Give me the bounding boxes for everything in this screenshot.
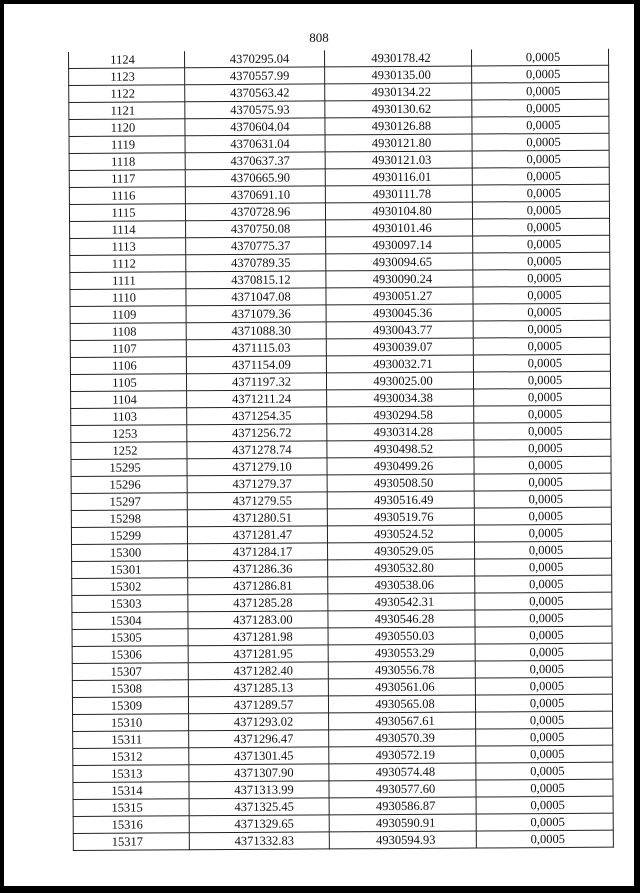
- point-id-cell: 1119: [69, 136, 185, 154]
- point-id-cell: 15302: [72, 578, 188, 596]
- y-coordinate-cell: 4930294.58: [327, 406, 474, 424]
- value-cell: 0,0005: [472, 133, 609, 151]
- value-cell: 0,0005: [475, 643, 612, 661]
- coordinates-table-body: [68, 49, 613, 851]
- point-id-cell: 15300: [72, 544, 188, 562]
- y-coordinate-cell: 4930121.03: [325, 151, 472, 169]
- point-id-cell: 1110: [70, 289, 186, 307]
- y-coordinate-cell: 4930135.00: [325, 66, 472, 84]
- value-cell: 0,0005: [475, 558, 612, 576]
- value-cell: 0,0005: [471, 49, 608, 66]
- coordinates-table: [68, 49, 614, 851]
- point-id-cell: 1115: [69, 204, 185, 222]
- x-coordinate-cell: 4371197.32: [186, 373, 326, 391]
- x-coordinate-cell: 4371281.47: [187, 526, 327, 544]
- point-id-cell: 15307: [72, 663, 188, 681]
- y-coordinate-cell: 4930594.93: [329, 831, 476, 849]
- point-id-cell: 15295: [71, 459, 187, 477]
- point-id-cell: 1252: [71, 442, 187, 460]
- value-cell: 0,0005: [472, 201, 609, 219]
- x-coordinate-cell: 4370750.08: [186, 220, 326, 238]
- x-coordinate-cell: 4370604.04: [185, 118, 325, 136]
- value-cell: 0,0005: [473, 252, 610, 270]
- y-coordinate-cell: 4930524.52: [327, 525, 474, 543]
- y-coordinate-cell: 4930529.05: [328, 542, 475, 560]
- y-coordinate-cell: 4930561.06: [328, 678, 475, 696]
- point-id-cell: 1103: [71, 408, 187, 426]
- value-cell: 0,0005: [476, 745, 613, 763]
- value-cell: 0,0005: [474, 490, 611, 508]
- value-cell: 0,0005: [472, 167, 609, 185]
- x-coordinate-cell: 4371281.95: [188, 645, 328, 663]
- y-coordinate-cell: 4930090.24: [326, 270, 473, 288]
- value-cell: 0,0005: [473, 354, 610, 372]
- point-id-cell: 1124: [68, 51, 184, 68]
- y-coordinate-cell: 4930130.62: [325, 100, 472, 118]
- point-id-cell: 15309: [72, 697, 188, 715]
- point-id-cell: 1116: [69, 187, 185, 205]
- x-coordinate-cell: 4371293.02: [189, 713, 329, 731]
- y-coordinate-cell: 4930567.61: [329, 712, 476, 730]
- value-cell: 0,0005: [475, 677, 612, 695]
- point-id-cell: 1122: [69, 85, 185, 103]
- y-coordinate-cell: 4930553.29: [328, 644, 475, 662]
- value-cell: 0,0005: [473, 371, 610, 389]
- y-coordinate-cell: 4930499.26: [327, 457, 474, 475]
- x-coordinate-cell: 4370691.10: [185, 186, 325, 204]
- point-id-cell: 15312: [73, 748, 189, 766]
- point-id-cell: 15308: [72, 680, 188, 698]
- x-coordinate-cell: 4371281.98: [188, 628, 328, 646]
- y-coordinate-cell: 4930570.39: [329, 729, 476, 747]
- y-coordinate-cell: 4930121.80: [325, 134, 472, 152]
- x-coordinate-cell: 4371307.90: [189, 764, 329, 782]
- x-coordinate-cell: 4371279.55: [187, 492, 327, 510]
- point-id-cell: 15297: [71, 493, 187, 511]
- point-id-cell: 15303: [72, 595, 188, 613]
- y-coordinate-cell: 4930111.78: [325, 185, 472, 203]
- page-number: 808: [309, 30, 329, 45]
- x-coordinate-cell: 4371325.45: [189, 798, 329, 816]
- point-id-cell: 1121: [69, 102, 185, 120]
- point-id-cell: 1112: [70, 255, 186, 273]
- value-cell: 0,0005: [472, 82, 609, 100]
- x-coordinate-cell: 4370775.37: [186, 237, 326, 255]
- y-coordinate-cell: 4930134.22: [325, 83, 472, 101]
- y-coordinate-cell: 4930034.38: [327, 389, 474, 407]
- x-coordinate-cell: 4371154.09: [186, 356, 326, 374]
- point-id-cell: 15304: [72, 612, 188, 630]
- value-cell: 0,0005: [474, 456, 611, 474]
- point-id-cell: 15317: [73, 833, 189, 851]
- x-coordinate-cell: 4371088.30: [186, 322, 326, 340]
- y-coordinate-cell: 4930039.07: [326, 338, 473, 356]
- y-coordinate-cell: 4930532.80: [328, 559, 475, 577]
- y-coordinate-cell: 4930045.36: [326, 304, 473, 322]
- point-id-cell: 1253: [71, 425, 187, 443]
- x-coordinate-cell: 4370575.93: [185, 101, 325, 119]
- x-coordinate-cell: 4370295.04: [184, 50, 324, 67]
- y-coordinate-cell: 4930101.46: [326, 219, 473, 237]
- point-id-cell: 1114: [70, 221, 186, 239]
- y-coordinate-cell: 4930586.87: [329, 797, 476, 815]
- x-coordinate-cell: 4371079.36: [186, 305, 326, 323]
- value-cell: 0,0005: [472, 150, 609, 168]
- y-coordinate-cell: 4930097.14: [326, 236, 473, 254]
- point-id-cell: 1111: [70, 272, 186, 290]
- y-coordinate-cell: 4930126.88: [325, 117, 472, 135]
- y-coordinate-cell: 4930577.60: [329, 780, 476, 798]
- x-coordinate-cell: 4371283.00: [188, 611, 328, 629]
- y-coordinate-cell: 4930178.42: [324, 50, 471, 67]
- x-coordinate-cell: 4371332.83: [189, 832, 329, 850]
- y-coordinate-cell: 4930590.91: [329, 814, 476, 832]
- x-coordinate-cell: 4371285.13: [188, 679, 328, 697]
- point-id-cell: 1123: [69, 68, 185, 86]
- value-cell: 0,0005: [475, 609, 612, 627]
- y-coordinate-cell: 4930538.06: [328, 576, 475, 594]
- x-coordinate-cell: 4371296.47: [189, 730, 329, 748]
- point-id-cell: 15316: [73, 816, 189, 834]
- y-coordinate-cell: 4930516.49: [327, 491, 474, 509]
- value-cell: 0,0005: [473, 320, 610, 338]
- point-id-cell: 15310: [73, 714, 189, 732]
- value-cell: 0,0005: [472, 116, 609, 134]
- x-coordinate-cell: 4370665.90: [185, 169, 325, 187]
- y-coordinate-cell: 4930314.28: [327, 423, 474, 441]
- y-coordinate-cell: 4930025.00: [326, 372, 473, 390]
- value-cell: 0,0005: [473, 337, 610, 355]
- value-cell: 0,0005: [474, 439, 611, 457]
- y-coordinate-cell: 4930043.77: [326, 321, 473, 339]
- value-cell: 0,0005: [474, 388, 611, 406]
- y-coordinate-cell: 4930550.03: [328, 627, 475, 645]
- value-cell: 0,0005: [473, 218, 610, 236]
- x-coordinate-cell: 4371279.37: [187, 475, 327, 493]
- value-cell: 0,0005: [473, 303, 610, 321]
- value-cell: 0,0005: [475, 592, 612, 610]
- x-coordinate-cell: 4371329.65: [189, 815, 329, 833]
- value-cell: 0,0005: [476, 830, 613, 848]
- x-coordinate-cell: 4371285.28: [188, 594, 328, 612]
- point-id-cell: 1107: [70, 340, 186, 358]
- value-cell: 0,0005: [474, 422, 611, 440]
- y-coordinate-cell: 4930051.27: [326, 287, 473, 305]
- point-id-cell: 15301: [72, 561, 188, 579]
- point-id-cell: 15311: [73, 731, 189, 749]
- value-cell: 0,0005: [475, 626, 612, 644]
- x-coordinate-cell: 4371289.57: [188, 696, 328, 714]
- point-id-cell: 1118: [69, 153, 185, 171]
- point-id-cell: 1106: [70, 357, 186, 375]
- x-coordinate-cell: 4370563.42: [185, 84, 325, 102]
- x-coordinate-cell: 4371278.74: [187, 441, 327, 459]
- x-coordinate-cell: 4371280.51: [187, 509, 327, 527]
- x-coordinate-cell: 4371256.72: [187, 424, 327, 442]
- point-id-cell: 15299: [71, 527, 187, 545]
- x-coordinate-cell: 4370557.99: [185, 67, 325, 85]
- y-coordinate-cell: 4930094.65: [326, 253, 473, 271]
- value-cell: 0,0005: [472, 184, 609, 202]
- scanned-page: [4, 4, 634, 886]
- value-cell: 0,0005: [475, 694, 612, 712]
- x-coordinate-cell: 4370631.04: [185, 135, 325, 153]
- value-cell: 0,0005: [476, 728, 613, 746]
- point-id-cell: 1117: [69, 170, 185, 188]
- table-row: [73, 830, 613, 850]
- value-cell: 0,0005: [474, 524, 611, 542]
- x-coordinate-cell: 4370637.37: [185, 152, 325, 170]
- value-cell: 0,0005: [472, 99, 609, 117]
- x-coordinate-cell: 4370789.35: [186, 254, 326, 272]
- x-coordinate-cell: 4371284.17: [188, 543, 328, 561]
- y-coordinate-cell: 4930116.01: [325, 168, 472, 186]
- point-id-cell: 1104: [71, 391, 187, 409]
- x-coordinate-cell: 4371047.08: [186, 288, 326, 306]
- point-id-cell: 15296: [71, 476, 187, 494]
- x-coordinate-cell: 4370728.96: [185, 203, 325, 221]
- point-id-cell: 1113: [70, 238, 186, 256]
- x-coordinate-cell: 4371286.81: [188, 577, 328, 595]
- y-coordinate-cell: 4930556.78: [328, 661, 475, 679]
- value-cell: 0,0005: [476, 796, 613, 814]
- y-coordinate-cell: 4930032.71: [326, 355, 473, 373]
- point-id-cell: 1108: [70, 323, 186, 341]
- x-coordinate-cell: 4371282.40: [188, 662, 328, 680]
- x-coordinate-cell: 4371115.03: [186, 339, 326, 357]
- value-cell: 0,0005: [476, 813, 613, 831]
- y-coordinate-cell: 4930498.52: [327, 440, 474, 458]
- x-coordinate-cell: 4371279.10: [187, 458, 327, 476]
- point-id-cell: 15315: [73, 799, 189, 817]
- point-id-cell: 15314: [73, 782, 189, 800]
- y-coordinate-cell: 4930519.76: [327, 508, 474, 526]
- value-cell: 0,0005: [474, 405, 611, 423]
- x-coordinate-cell: 4371211.24: [187, 390, 327, 408]
- value-cell: 0,0005: [473, 286, 610, 304]
- y-coordinate-cell: 4930542.31: [328, 593, 475, 611]
- x-coordinate-cell: 4371313.99: [189, 781, 329, 799]
- value-cell: 0,0005: [476, 711, 613, 729]
- point-id-cell: 15305: [72, 629, 188, 647]
- y-coordinate-cell: 4930104.80: [325, 202, 472, 220]
- point-id-cell: 1120: [69, 119, 185, 137]
- value-cell: 0,0005: [475, 541, 612, 559]
- value-cell: 0,0005: [476, 779, 613, 797]
- x-coordinate-cell: 4371254.35: [187, 407, 327, 425]
- value-cell: 0,0005: [473, 269, 610, 287]
- point-id-cell: 15306: [72, 646, 188, 664]
- value-cell: 0,0005: [476, 762, 613, 780]
- y-coordinate-cell: 4930574.48: [329, 763, 476, 781]
- value-cell: 0,0005: [474, 507, 611, 525]
- x-coordinate-cell: 4370815.12: [186, 271, 326, 289]
- value-cell: 0,0005: [473, 235, 610, 253]
- point-id-cell: 1109: [70, 306, 186, 324]
- y-coordinate-cell: 4930572.19: [329, 746, 476, 764]
- y-coordinate-cell: 4930508.50: [327, 474, 474, 492]
- point-id-cell: 15298: [71, 510, 187, 528]
- value-cell: 0,0005: [474, 473, 611, 491]
- x-coordinate-cell: 4371286.36: [188, 560, 328, 578]
- point-id-cell: 1105: [70, 374, 186, 392]
- value-cell: 0,0005: [475, 660, 612, 678]
- value-cell: 0,0005: [475, 575, 612, 593]
- x-coordinate-cell: 4371301.45: [189, 747, 329, 765]
- y-coordinate-cell: 4930565.08: [328, 695, 475, 713]
- point-id-cell: 15313: [73, 765, 189, 783]
- y-coordinate-cell: 4930546.28: [328, 610, 475, 628]
- value-cell: 0,0005: [472, 65, 609, 83]
